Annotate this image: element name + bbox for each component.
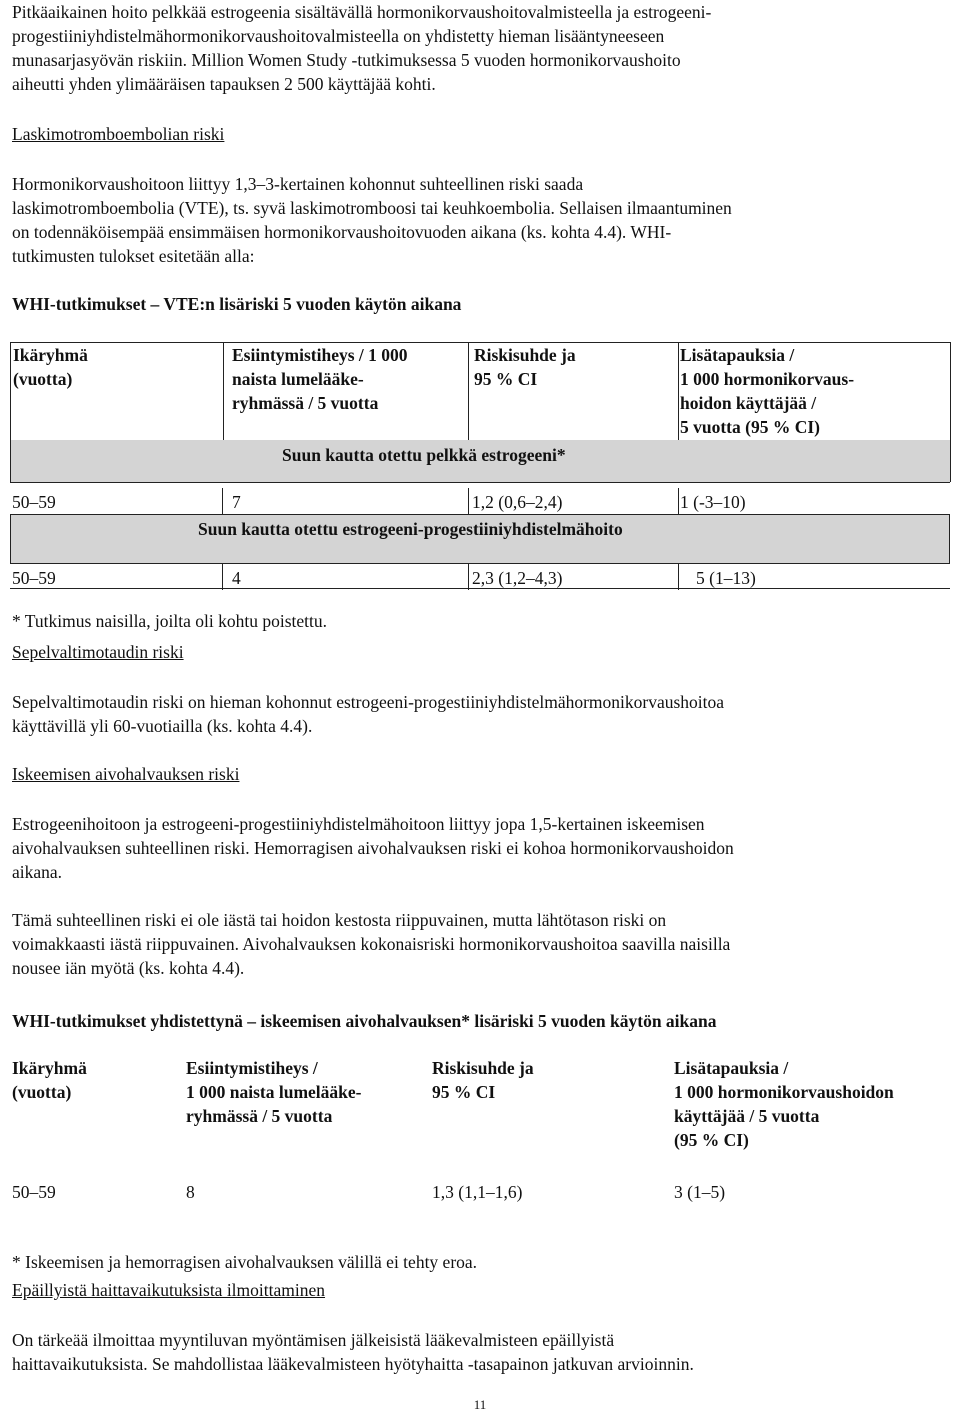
table1-row1-ratio: 1,2 (0,6–2,4)	[472, 492, 563, 512]
chd-heading: Sepelvaltimotaudin riski	[12, 642, 184, 662]
intro-paragraph	[12, 0, 948, 96]
table1-row1-incidence: 7	[232, 492, 241, 512]
reporting-line: On tärkeää ilmoittaa myyntiluvan myöntämisen jälkeisistä lääkevalmisteen epäillyistä	[12, 1330, 615, 1350]
vte-line: tutkimusten tulokset esitetään alla:	[12, 246, 255, 266]
table1-row2-incidence: 4	[232, 568, 241, 588]
table1-row1-sep	[678, 488, 679, 514]
table2-title: WHI-tutkimukset yhdistettynä – iskeemisen aivohalvauksen* lisäriski 5 vuoden käytön aikana	[12, 1011, 717, 1031]
table1-row2-extra: 5 (1–13)	[696, 568, 756, 588]
table1-row1-sep	[468, 488, 469, 514]
table1-row2-sep	[222, 564, 223, 590]
vte-paragraph	[12, 172, 948, 268]
page-number: 11	[473, 1397, 487, 1412]
table1-row2-ratio: 2,3 (1,2–4,3)	[472, 568, 563, 588]
table1-header-incidence-label: Esiintymistiheys / 1 000 naista lumelääke- ryhmässä / 5 vuotta	[232, 345, 408, 413]
table1-header-age-label: Ikäryhmä (vuotta)	[13, 345, 88, 389]
vte-heading: Laskimotromboembolian riski	[12, 124, 225, 144]
table1-row1-age: 50–59	[12, 492, 56, 512]
table1-row2-sep	[678, 564, 679, 590]
stroke-paragraph-1	[12, 812, 948, 884]
table1-row1-extra: 1 (-3–10)	[680, 492, 746, 512]
reporting-paragraph	[12, 1328, 948, 1376]
table1-header-age	[10, 342, 224, 441]
vte-line: on todennäköisempää ensimmäisen hormonikorvaushoitovuoden aikana (ks. kohta 4.4). WHI-	[12, 222, 672, 242]
table2-row1-ratio: 1,3 (1,1–1,6)	[432, 1182, 523, 1202]
table1-header-ratio-label: Riskisuhde ja 95 % CI	[474, 345, 576, 389]
stroke-line: aikana.	[12, 862, 63, 882]
table1-row2-age: 50–59	[12, 568, 56, 588]
stroke-paragraph-2	[12, 908, 948, 980]
table2-header-age: Ikäryhmä (vuotta)	[12, 1058, 87, 1102]
stroke-table	[12, 1056, 948, 1236]
vte-table	[12, 342, 948, 598]
reporting-line: haittavaikutuksista. Se mahdollistaa lääkevalmisteen hyötyhaitta -tasapainon jatkuvan arvioinnin.	[12, 1354, 694, 1374]
reporting-heading: Epäillyistä haittavaikutuksista ilmoittaminen	[12, 1280, 326, 1300]
chd-line: käyttävillä yli 60-vuotiailla (ks. kohta 4.4).	[12, 716, 313, 736]
stroke-line: aivohalvauksen suhteellinen riski. Hemorragisen aivohalvauksen riski ei kohoa hormonikorvaushoidon	[12, 838, 734, 858]
table1-title: WHI-tutkimukset – VTE:n lisäriski 5 vuoden käytön aikana	[12, 294, 462, 314]
chd-paragraph	[12, 690, 948, 738]
table2-row1-extra: 3 (1–5)	[674, 1182, 726, 1202]
intro-line: aiheutti yhden ylimääräisen tapauksen 2 500 käyttäjää kohti.	[12, 74, 436, 94]
table1-header-extra	[678, 342, 951, 441]
chd-line: Sepelvaltimotaudin riski on hieman kohonnut estrogeeni-progestiiniyhdistelmähormonikorvaushoitoa	[12, 692, 725, 712]
table1-section1-label: Suun kautta otettu pelkkä estrogeeni*	[282, 445, 566, 465]
table2-footnote: * Iskeemisen ja hemorragisen aivohalvauksen välillä ei tehty eroa.	[12, 1251, 478, 1272]
table1-row1-sep	[222, 488, 223, 514]
stroke-line: voimakkaasti iästä riippuvainen. Aivohalvauksen kokonaisriski hormonikorvaushoitoa saavilla naisilla	[12, 934, 731, 954]
table1-header-ratio	[468, 342, 679, 441]
table1-header-extra-label: Lisätapauksia / 1 000 hormonikorvaus- hoidon käyttäjää / 5 vuotta (95 % CI)	[680, 345, 855, 437]
stroke-line: nousee iän myötä (ks. kohta 4.4).	[12, 958, 245, 978]
vte-line: laskimotromboembolia (VTE), ts. syvä laskimotromboosi tai keuhkoembolia. Sellaisen ilmaantuminen	[12, 198, 732, 218]
stroke-line: Estrogeenihoitoon ja estrogeeni-progestiiniyhdistelmähoitoon liittyy jopa 1,5-kertainen iskeemisen	[12, 814, 705, 834]
table1-divider	[10, 482, 950, 483]
table1-header-incidence	[222, 342, 469, 441]
table1-footnote: * Tutkimus naisilla, joilta oli kohtu poistettu.	[12, 610, 328, 631]
vte-line: Hormonikorvaushoitoon liittyy 1,3–3-kertainen kohonnut suhteellinen riski saada	[12, 174, 584, 194]
intro-line: munasarjasyövän riskiin. Million Women Study -tutkimuksessa 5 vuoden hormonikorvaushoito	[12, 50, 681, 70]
intro-line: progestiiniyhdistelmähormonikorvaushoitovalmisteella on yhdistetty hieman lisääntyneeseen	[12, 26, 665, 46]
table2-row1-incidence: 8	[186, 1182, 195, 1202]
stroke-line: Tämä suhteellinen riski ei ole iästä tai hoidon kestosta riippuvainen, mutta lähtötason riski on	[12, 910, 667, 930]
table1-section2-label: Suun kautta otettu estrogeeni-progestiiniyhdistelmähoito	[198, 519, 623, 539]
table2-header-ratio: Riskisuhde ja 95 % CI	[432, 1058, 534, 1102]
table2-header-extra: Lisätapauksia / 1 000 hormonikorvaushoidon käyttäjää / 5 vuotta (95 % CI)	[674, 1058, 894, 1150]
table1-section1-band-left	[10, 440, 223, 482]
table2-header-incidence: Esiintymistiheys / 1 000 naista lumelääke- ryhmässä / 5 vuotta	[186, 1058, 362, 1126]
table1-row2-sep	[468, 564, 469, 590]
table1-section1-band-right	[678, 440, 951, 482]
table1-bottom-line	[10, 588, 950, 589]
intro-line: Pitkäaikainen hoito pelkkää estrogeenia sisältävällä hormonikorvaushoitovalmisteella ja estrogeeni-	[12, 2, 712, 22]
table2-row1-age: 50–59	[12, 1182, 56, 1202]
stroke-heading: Iskeemisen aivohalvauksen riski	[12, 764, 240, 784]
